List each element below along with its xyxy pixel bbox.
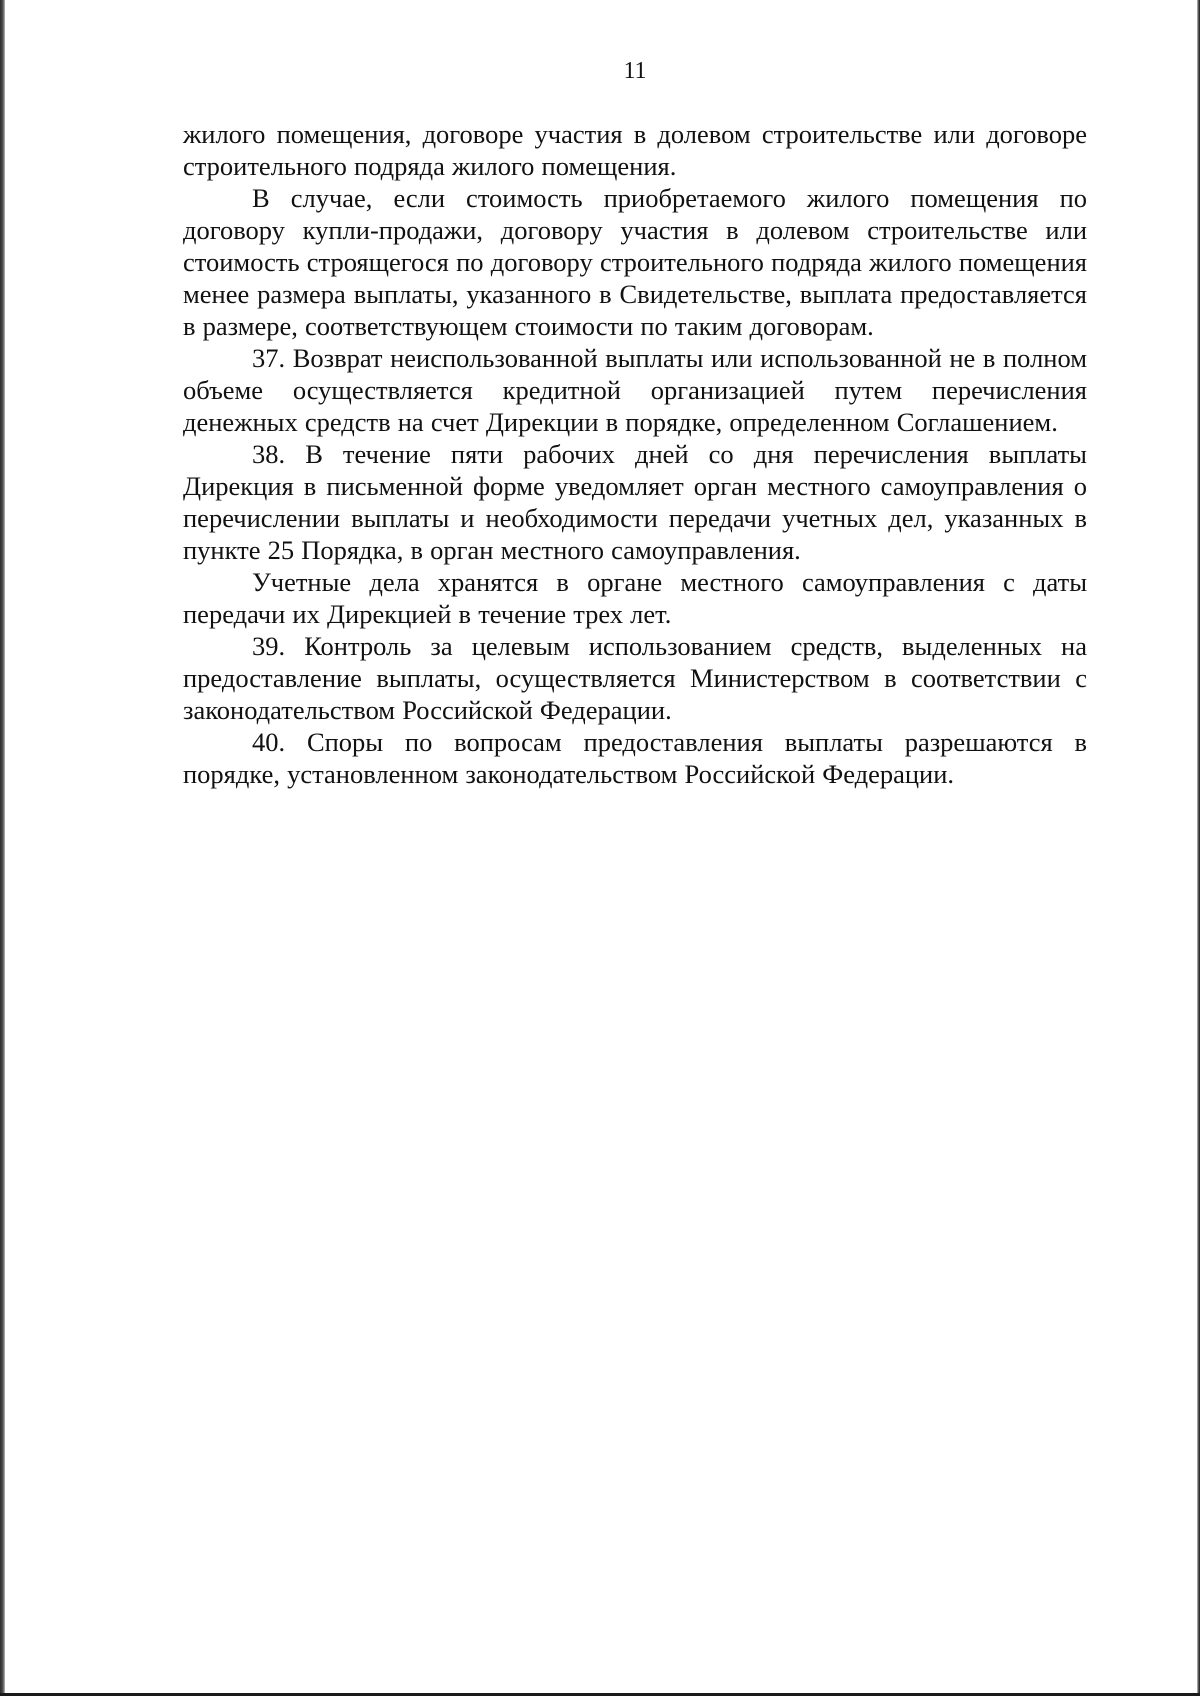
paragraph-item-38: 38. В течение пяти рабочих дней со дня перечисления выплаты Дирекция в письменной форме уведомляет орган местного самоуправления о перечислении выплаты и необходимости передачи учетных дел, указанных в пункте 25 Порядка, в орган местного самоуправления. [183, 439, 1087, 565]
page-number: 11 [623, 58, 647, 84]
paragraph-item-37: 37. Возврат неиспользованной выплаты или использованной не в полном объеме осуществляется кредитной организацией путем перечисления денежных средств на счет Дирекции в порядке, определенном Соглашением. [183, 343, 1087, 437]
document-body [183, 118, 1087, 790]
paragraph-records-storage: Учетные дела хранятся в органе местного самоуправления с даты передачи их Дирекцией в течение трех лет. [183, 567, 1087, 629]
paragraph-cost-clause: В случае, если стоимость приобретаемого жилого помещения по договору купли-продажи, договору участия в долевом строительстве или стоимость строящегося по договору строительного подряда жилого помещения менее размера выплаты, указанного в Свидетельстве, выплата предоставляется в размере, соответствующем стоимости по таким договорам. [183, 183, 1087, 341]
paragraph-item-40: 40. Споры по вопросам предоставления выплаты разрешаются в порядке, установленном законодательством Российской Федерации. [183, 727, 1087, 789]
paragraph-item-39: 39. Контроль за целевым использованием средств, выделенных на предоставление выплаты, осуществляется Министерством в соответствии с законодательством Российской Федерации. [183, 631, 1087, 725]
paragraph-continuation: жилого помещения, договоре участия в долевом строительстве или договоре строительного подряда жилого помещения. [183, 119, 1087, 181]
scan-edge-left [0, 0, 5, 1696]
